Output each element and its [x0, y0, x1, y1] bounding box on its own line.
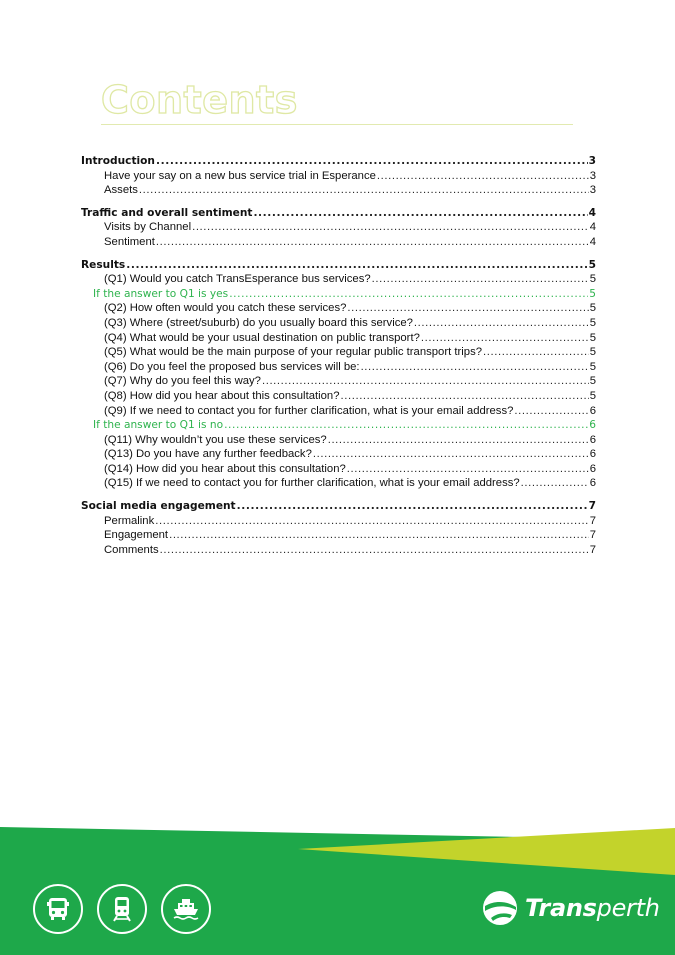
toc-entry[interactable] — [81, 360, 596, 375]
toc-entry-label: Results — [81, 258, 126, 271]
toc-entry-label: Permalink — [104, 514, 155, 527]
toc-page-number: 7 — [589, 529, 596, 542]
toc-entry[interactable] — [81, 404, 596, 419]
toc-entry[interactable] — [81, 543, 596, 558]
toc-page-number: 5 — [589, 346, 596, 359]
toc-page-number: 5 — [589, 360, 596, 373]
toc-leader-dots — [377, 169, 589, 184]
toc-page-number: 6 — [589, 404, 596, 417]
toc-entry[interactable] — [81, 433, 596, 448]
toc-entry-label: (Q1) Would you catch TransEsperance bus services? — [104, 273, 371, 286]
toc-entry-label: Assets — [104, 184, 138, 197]
toc-page-number: 6 — [589, 448, 596, 461]
toc-heading[interactable] — [81, 206, 596, 221]
transperth-wordmark — [525, 894, 660, 922]
toc-entry[interactable] — [81, 272, 596, 287]
toc-leader-dots — [126, 258, 587, 273]
title-underline — [101, 124, 573, 125]
toc-page-number: 4 — [589, 235, 596, 248]
toc-leader-dots — [483, 345, 589, 360]
toc-entry[interactable] — [81, 476, 596, 491]
toc-leader-dots — [229, 287, 588, 302]
toc-leader-dots — [514, 404, 588, 419]
toc-entry-label: (Q2) How often would you catch these services? — [104, 302, 347, 315]
page-title: Contents — [101, 78, 298, 122]
toc-leader-dots — [253, 206, 587, 221]
toc-entry[interactable] — [81, 235, 596, 250]
toc-page-number: 5 — [589, 316, 596, 329]
toc-leader-dots — [139, 183, 589, 198]
toc-entry-label: Social media engagement — [81, 500, 236, 513]
toc-entry-label: Comments — [104, 543, 159, 556]
toc-entry[interactable] — [81, 374, 596, 389]
toc-page-number: 5 — [589, 375, 596, 388]
toc-page-number: 5 — [589, 331, 596, 344]
toc-page-number: 6 — [589, 462, 596, 475]
toc-heading[interactable] — [81, 499, 596, 514]
toc-entry[interactable] — [81, 462, 596, 477]
toc-entry-label: Introduction — [81, 155, 155, 167]
toc-entry-label: If the answer to Q1 is yes — [93, 287, 229, 300]
toc-leader-dots — [347, 462, 589, 477]
toc-page-number: 7 — [589, 514, 596, 527]
toc-leader-dots — [361, 360, 589, 375]
toc-page-number: 4 — [588, 206, 596, 219]
toc-subheading[interactable] — [81, 287, 596, 302]
toc-leader-dots — [328, 433, 589, 448]
toc-page-number: 5 — [589, 287, 596, 300]
toc-leader-dots — [160, 543, 589, 558]
toc-page-number: 6 — [589, 433, 596, 446]
toc-entry[interactable] — [81, 514, 596, 529]
toc-entry-label: (Q4) What would be your usual destination on public transport? — [104, 331, 420, 344]
toc-entry[interactable] — [81, 389, 596, 404]
toc-entry-label: (Q14) How did you hear about this consultation? — [104, 462, 346, 475]
ferry-icon — [161, 884, 211, 934]
toc-entry-label: (Q5) What would be the main purpose of your regular public transport trips? — [104, 346, 483, 359]
toc-entry[interactable] — [81, 183, 596, 198]
toc-leader-dots — [421, 331, 589, 346]
toc-leader-dots — [414, 316, 589, 331]
toc-entry[interactable] — [81, 447, 596, 462]
toc-entry[interactable] — [81, 301, 596, 316]
toc-leader-dots — [237, 499, 588, 514]
toc-heading[interactable] — [81, 154, 596, 169]
toc-entry-label: Sentiment — [104, 235, 155, 248]
train-icon — [97, 884, 147, 934]
logo-word-perth: perth — [596, 894, 660, 922]
toc-entry[interactable] — [81, 528, 596, 543]
toc-page-number: 4 — [589, 221, 596, 234]
toc-leader-dots — [155, 514, 588, 529]
toc-leader-dots — [372, 272, 589, 287]
toc-page-number: 3 — [589, 169, 596, 182]
toc-entry-label: (Q11) Why wouldn’t you use these services? — [104, 433, 327, 446]
toc-leader-dots — [341, 389, 589, 404]
toc-entry-label: Visits by Channel — [104, 221, 192, 234]
toc-entry-label: (Q3) Where (street/suburb) do you usually board this service? — [104, 316, 413, 329]
bus-icon — [33, 884, 83, 934]
toc-entry[interactable] — [81, 169, 596, 184]
toc-leader-dots — [192, 220, 589, 235]
toc-leader-dots — [156, 154, 588, 169]
toc-subheading[interactable] — [81, 418, 596, 433]
transport-icons — [33, 884, 211, 936]
toc-heading[interactable] — [81, 258, 596, 273]
toc-page-number: 5 — [589, 389, 596, 402]
toc-entry-label: (Q9) If we need to contact you for further clarification, what is your email address? — [104, 404, 514, 417]
toc-page-number: 5 — [589, 273, 596, 286]
toc-page-number: 5 — [588, 258, 596, 271]
toc-entry-label: (Q13) Do you have any further feedback? — [104, 448, 312, 461]
toc-page-number: 6 — [589, 477, 596, 490]
toc-entry-label: If the answer to Q1 is no — [93, 419, 224, 432]
logo-word-trans: Trans — [525, 894, 597, 922]
toc-page-number: 5 — [589, 302, 596, 315]
toc-page-number: 6 — [589, 419, 596, 432]
toc-leader-dots — [313, 447, 589, 462]
transperth-swirl-icon — [481, 889, 519, 927]
toc-entry-label: (Q15) If we need to contact you for further clarification, what is your email address? — [104, 477, 520, 490]
toc-entry[interactable] — [81, 345, 596, 360]
table-of-contents — [81, 154, 596, 557]
toc-leader-dots — [521, 476, 589, 491]
toc-entry-label: Have your say on a new bus service trial in Esperance — [104, 169, 376, 182]
toc-leader-dots — [169, 528, 589, 543]
toc-leader-dots — [262, 374, 589, 389]
toc-entry-label: (Q6) Do you feel the proposed bus services will be: — [104, 360, 360, 373]
toc-entry[interactable] — [81, 331, 596, 346]
toc-leader-dots — [347, 301, 588, 316]
toc-leader-dots — [224, 418, 588, 433]
toc-entry[interactable] — [81, 220, 596, 235]
transperth-logo — [481, 889, 660, 927]
toc-leader-dots — [156, 235, 589, 250]
toc-entry-label: Traffic and overall sentiment — [81, 206, 253, 219]
toc-entry-label: (Q8) How did you hear about this consultation? — [104, 389, 340, 402]
toc-entry-label: (Q7) Why do you feel this way? — [104, 375, 261, 388]
toc-entry-label: Engagement — [104, 529, 169, 542]
toc-page-number: 7 — [589, 543, 596, 556]
toc-page-number: 3 — [589, 184, 596, 197]
toc-entry[interactable] — [81, 316, 596, 331]
toc-page-number: 7 — [588, 500, 596, 513]
toc-page-number: 3 — [588, 155, 596, 167]
